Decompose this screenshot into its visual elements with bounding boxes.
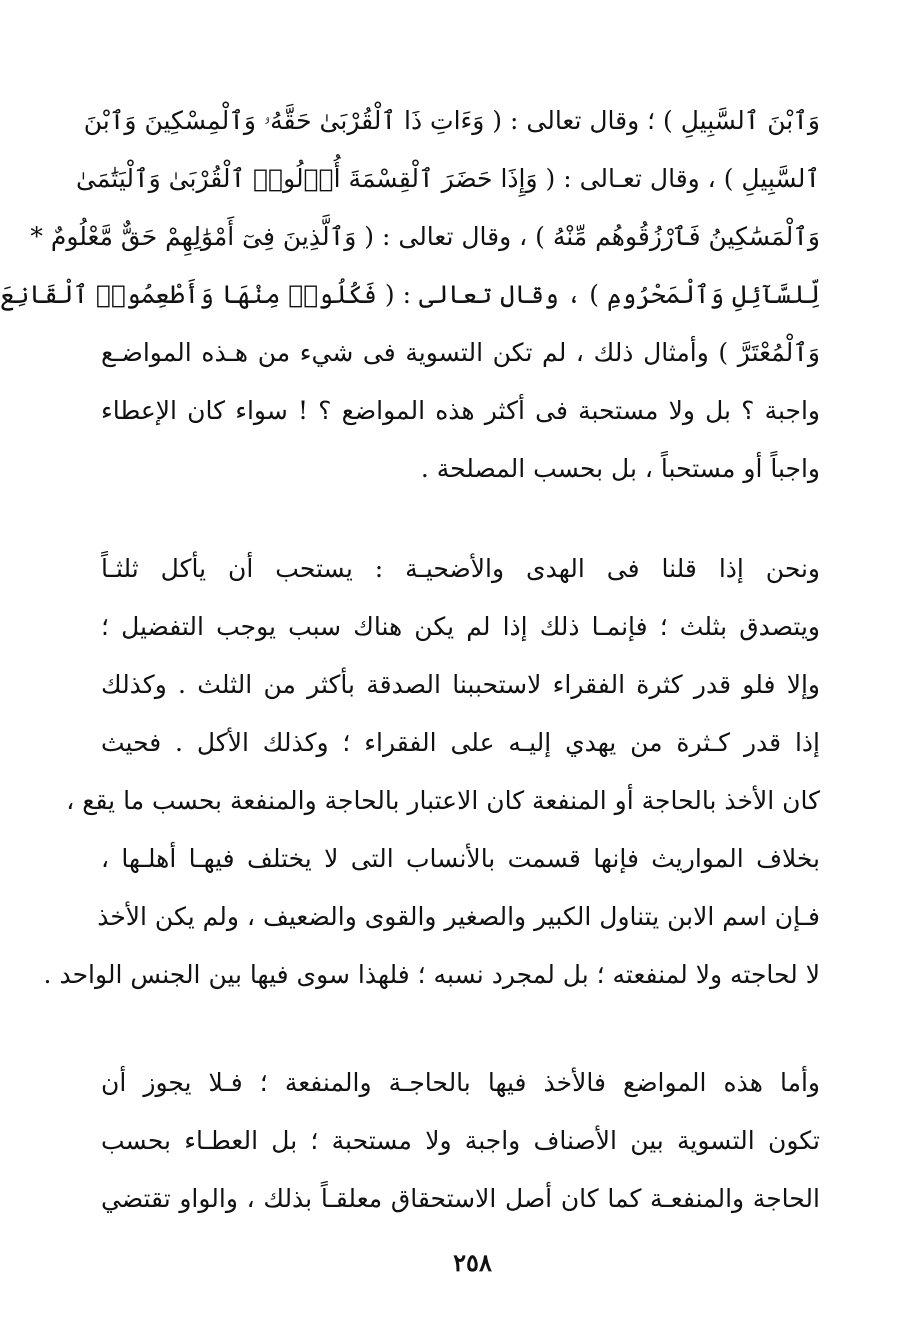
text-line: إذا قدر كـثرة من يهدي إليـه على الفقراء ؛ وكذلك الأكل . فحيث xyxy=(101,728,820,757)
page-number: ٢٥٨ xyxy=(453,1248,492,1277)
paragraph-2 xyxy=(43,540,820,1004)
text-line: واجبة ؟ بل ولا مستحبة فى أكثر هذه المواضع ؟ ! سواء كان الإعطاء xyxy=(101,396,820,425)
text-line: ٱلسَّبِيلِ ) ، وقال تعـالى : ( وَإِذَا حَضَرَ ٱلْقِسْمَةَ أُو۟لُوا۟ ٱلْقُرْبَىٰ وَٱلْيَتَٰمَىٰ xyxy=(76,164,820,193)
text-line: وَٱبْنَ ٱلسَّبِيلِ ) ؛ وقال تعالى : ( وَءَاتِ ذَا ٱلْقُرْبَىٰ حَقَّهُۥ وَٱلْمِسْكِينَ وَٱبْنَ xyxy=(83,106,820,135)
text-line: وَٱلْمُعْتَرَّ ) وأمثال ذلك ، لم تكن التسوية فى شيء من هـذه المواضـع xyxy=(101,338,820,367)
text-line: ويتصدق بثلث ؛ فإنمـا ذلك إذا لم يكن هناك سبب يوجب التفضيل ؛ xyxy=(101,612,820,641)
text-line: لِّلسَّآئِلِ وَٱلْمَحْرُومِ ) ، وقال تعالى : ( فَكُلُوا۟ مِنْهَا وَأَطْعِمُوا۟ ٱلْقَانِعَ xyxy=(0,280,820,309)
text-line: بخلاف المواريث فإنها قسمت بالأنساب التى لا يختلف فيهـا أهلـها ، xyxy=(101,844,820,873)
paragraph-1 xyxy=(0,92,820,498)
text-line: لا لحاجته ولا لمنفعته ؛ بل لمجرد نسبه ؛ فلهذا سوى فيها بين الجنس الواحد . xyxy=(43,960,820,989)
text-line: وَٱلْمَسَٰكِينُ فَٱرْزُقُوهُم مِّنْهُ ) ، وقال تعالى : ( وَٱلَّذِينَ فِىٓ أَمْوَٰلِهِمْ حَقٌّ مَّعْلُومٌ * xyxy=(30,222,820,251)
paragraph-3 xyxy=(101,1054,820,1228)
text-line: تكون التسوية بين الأصناف واجبة ولا مستحبة ؛ بل العطـاء بحسب xyxy=(101,1126,820,1155)
text-line: ونحن إذا قلنا فى الهدى والأضحيـة : يستحب أن يأكل ثلثـاً xyxy=(101,554,820,583)
text-line: كان الأخذ بالحاجة أو المنفعة كان الاعتبار بالحاجة والمنفعة بحسب ما يقع ، xyxy=(66,786,820,815)
text-line: وإلا فلو قدر كثرة الفقراء لاستحببنا الصدقة بأكثر من الثلث . وكذلك xyxy=(101,670,820,699)
text-line: فـإن اسم الابن يتناول الكبير والصغير والقوى والضعيف ، ولم يكن الأخذ xyxy=(97,902,820,931)
text-line: وأما هذه المواضع فالأخذ فيها بالحاجـة والمنفعة ؛ فـلا يجوز أن xyxy=(101,1068,820,1097)
text-line: واجباً أو مستحباً ، بل بحسب المصلحة . xyxy=(420,454,820,483)
text-line: الحاجة والمنفعـة كما كان أصل الاستحقاق معلقـاً بذلك ، والواو تقتضي xyxy=(101,1184,820,1213)
